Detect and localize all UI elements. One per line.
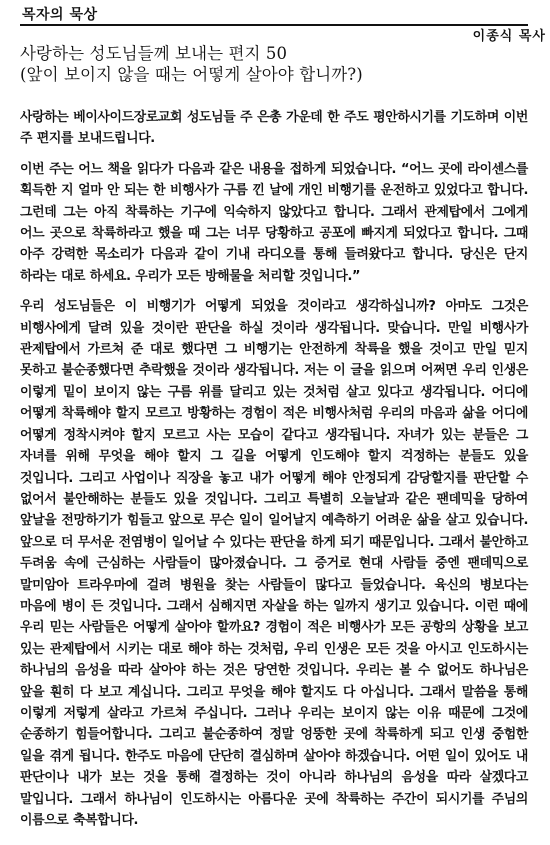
author-name: 이종식 목사 (472, 29, 546, 44)
paragraph-greeting: 사랑하는 베이사이드장로교회 성도님들 주 은총 가운데 한 주도 평안하시기를 기도하며 이번 주 편지를 보내드립니다. (20, 110, 528, 147)
column-header (20, 4, 528, 26)
letter-title (20, 43, 528, 85)
paragraph-reflection: 우리 성도님들은 이 비행기가 어떻게 되었을 것이라고 생각하십니까? 아마도 그것은 비행사에게 달려 있을 것이란 판단을 하실 것이라 생각됩니다. 맞습니다. 만일 비행사가 관제탑에서 가르쳐 준 대로 했다면 그 비행기는 안전하게 착륙을 했을 것이고 만일 믿지 못하고 불순종했다면 추락했을 것이라 생각됩니다. 저는 이 글을 읽으며 어쩌면 우리 인생은 이렇게 밑이 보이지 않는 구름 위를 달리고 있는 것처럼 살고 있다고 생각됩니다. 어디에 어떻게 착륙해야 할지 모르고 방황하는 경험이 적은 비행사처럼 우리의 마음과 삶을 어디에 어떻게 정착시켜야 할지 모르고 사는 모습이 같다고 생각됩니다. 자녀가 있는 분들은 그 자녀를 위해 무엇을 해야 할지 그 길을 어떻게 인도해야 할지 걱정하는 분들도 있을 것입니다. 그리고 사업이나 직장을 놓고 내가 어떻게 해야 안정되게 감당할지를 판단할 수 없어서 불안해하는 분들도 있을 것입니다. 그리고 특별히 오늘날과 같은 팬데믹을 당하여 앞날을 전망하기가 힘들고 앞으로 무슨 일이 일어날지 예측하기 어려운 삶을 살고 있습니다. 앞으로 더 무서운 전염병이 일어날 수 있다는 판단을 하게 되기 때문입니다. 그래서 불안하고 두려움 속에 근심하는 사람들이 많아졌습니다. 그 증거로 현대 사람들 중엔 팬데믹으로 말미암아 트라우마에 걸려 병원을 찾는 사람들이 많다고 들었습니다. 육신의 병보다는 마음에 병이 든 것입니다. 그래서 심해지면 자살을 하는 일까지 생기고 있습니다. 이런 때에 우리 믿는 사람들은 어떻게 살아야 할까요? 경험이 적은 비행사가 모든 공항의 상황을 보고 있는 관제탑에서 시키는 대로 해야 하는 것처럼, 우리 인생은 모든 것을 아시고 인도하시는 하나님의 음성을 따라 살아야 하는 것은 당연한 것입니다. 우리는 볼 수 없어도 하나님은 앞을 훤히 다 보고 계십니다. 그리고 무엇을 해야 할지도 다 아십니다. 그래서 말씀을 통해 이렇게 저렇게 살라고 가르쳐 주십니다. 그러나 우리는 보이지 않는 이유 때문에 그것에 순종하기 힘들어합니다. 그리고 불순종하여 정말 엉뚱한 곳에 착륙하게 되고 인생 중험한 일을 겪게 됩니다. 한주도 마음에 단단히 결심하며 살아야 하겠습니다. 어떤 일이 있어도 내 판단이나 내가 보는 것을 통해 결정하는 것이 아니라 하나님의 음성을 따라 살겠다고 말입니다. 그래서 하나님이 인도하시는 아름다운 곳에 착륙하는 주간이 되시기를 주님의 이름으로 축복합니다. (20, 299, 528, 828)
title-line-1: 사랑하는 성도님들께 보내는 편지 50 (20, 44, 288, 63)
title-line-2: (앞이 보이지 않을 때는 어떻게 살아야 합니까?) (20, 65, 363, 84)
paragraph-story: 이번 주는 어느 책을 읽다가 다음과 같은 내용을 접하게 되었습니다. “어느 곳에 라이센스를 획득한 지 얼마 안 되는 한 비행사가 구름 낀 날에 개인 비행기를 운전하고 있었다고 합니다. 그런데 그는 아직 착륙하는 기구에 익숙하지 않았다고 합니다. 그래서 관제탑에서 그에게 어느 곳으로 착륙하라고 했을 때 그는 너무 당황하고 공포에 빠지게 되었다고 합니다. 그때 아주 강력한 목소리가 다음과 같이 기내 라디오를 통해 들려왔다고 합니다. 당신은 단지 하라는 대로 하세요. 우리가 모든 방해물을 처리할 것입니다.” (20, 161, 528, 284)
column-title: 목자의 묵상 (22, 7, 98, 23)
letter-body (20, 107, 528, 831)
